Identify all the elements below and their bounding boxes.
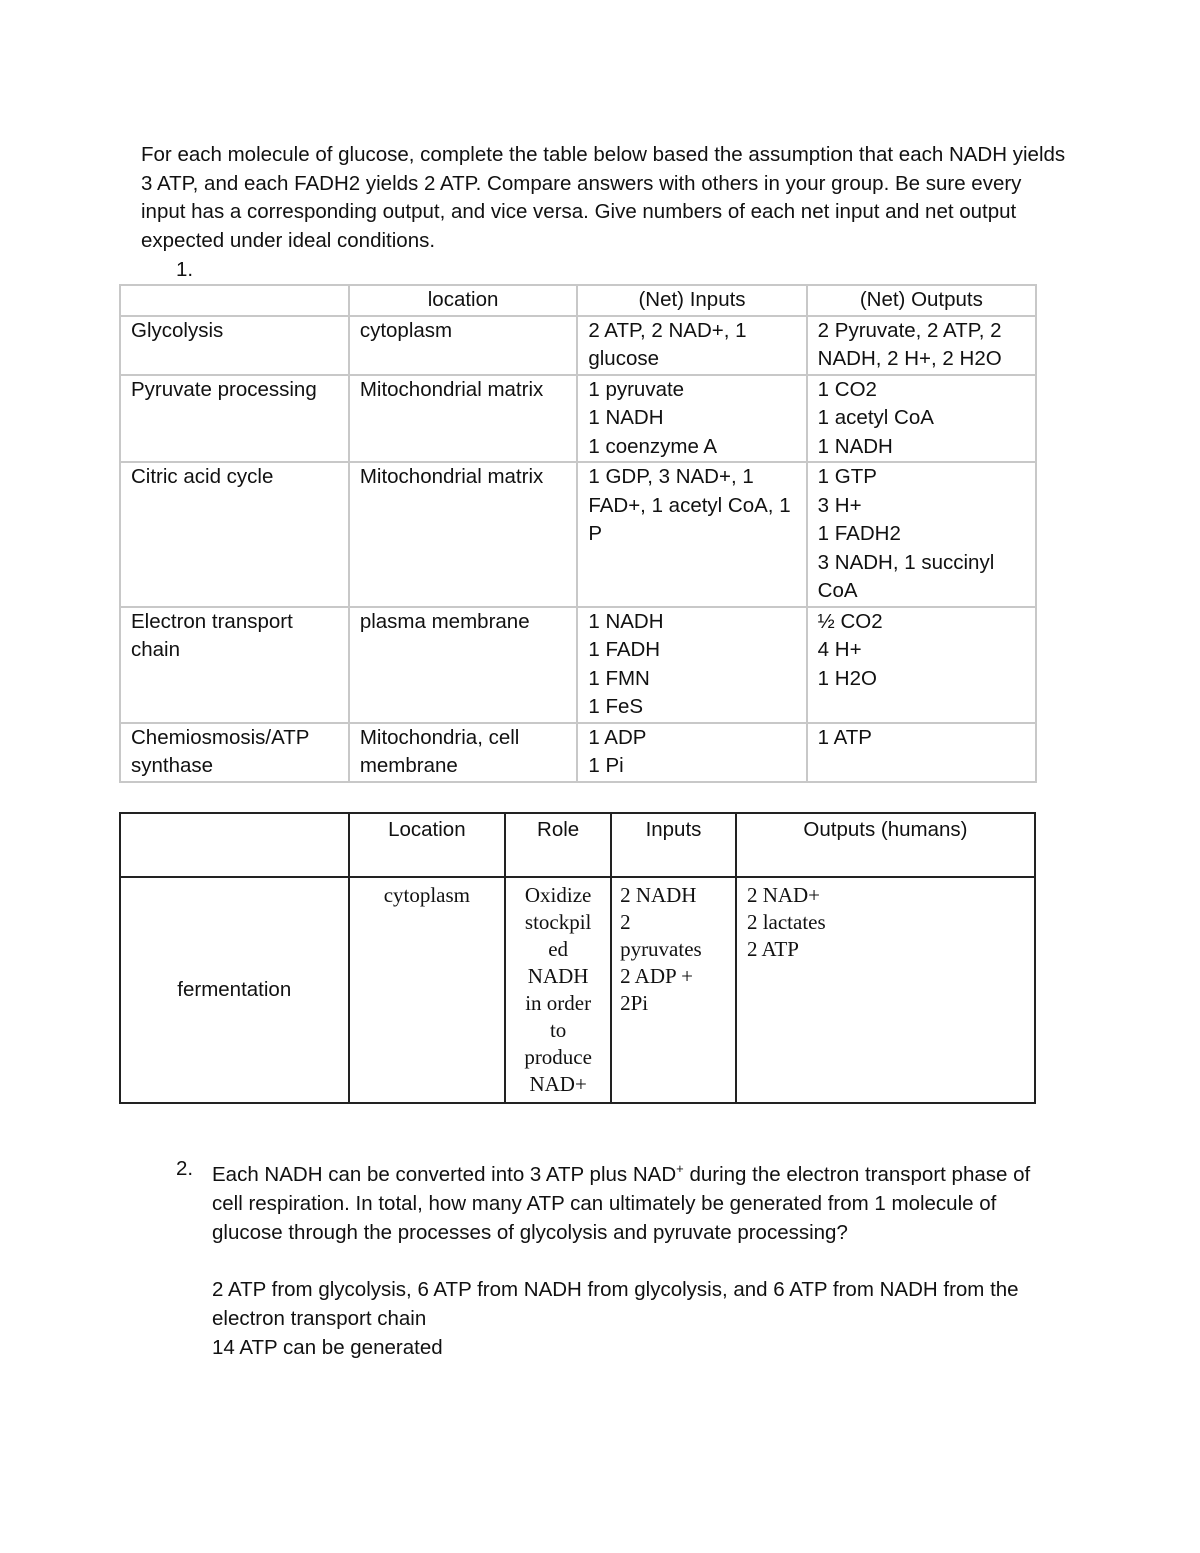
stage-cell: Citric acid cycle	[120, 462, 349, 607]
output-line: 1 CO2	[817, 377, 877, 401]
inputs-cell	[577, 316, 806, 375]
input-line: 1 Pi	[588, 754, 624, 777]
inputs-cell	[577, 462, 806, 607]
role-line: NADH	[527, 964, 589, 988]
role-line: in order	[525, 991, 592, 1015]
output-line: 1 FADH2	[817, 522, 901, 545]
stage-cell: Chemiosmosis/ATP synthase	[120, 723, 349, 782]
table-row	[120, 375, 1036, 463]
outputs-cell	[807, 723, 1036, 782]
header-location: Location	[349, 813, 506, 877]
input-line: 2 ATP, 2 NAD+, 1 glucose	[588, 318, 747, 370]
location-cell: cytoplasm	[349, 877, 506, 1103]
stage-cell: Electron transport chain	[120, 607, 349, 723]
location-cell: Mitochondrial matrix	[349, 462, 578, 607]
outputs-cell	[736, 877, 1035, 1103]
input-line: 1 NADH	[588, 609, 664, 633]
output-line: 1 H2O	[817, 666, 877, 690]
header-location: location	[349, 285, 578, 316]
inputs-cell	[577, 723, 806, 782]
outputs-cell	[807, 462, 1036, 607]
input-line: pyruvates	[620, 937, 702, 961]
input-line: 1 FeS	[588, 695, 644, 718]
input-line: 1 pyruvate	[588, 377, 685, 401]
role-line: to	[549, 1018, 567, 1042]
header-outputs: Outputs (humans)	[736, 813, 1035, 877]
question-2	[176, 1154, 1056, 1362]
inputs-cell	[577, 375, 806, 463]
input-line: 1 GDP, 3 NAD+, 1 FAD+, 1 acetyl CoA, 1 P	[588, 465, 791, 545]
fermentation-table-header	[120, 813, 1035, 877]
role-line: ed	[548, 937, 569, 961]
role-cell	[505, 877, 611, 1103]
inputs-cell	[577, 607, 806, 723]
output-line: 4 H+	[817, 638, 862, 661]
table-row	[120, 316, 1036, 375]
location-cell: plasma membrane	[349, 607, 578, 723]
table-row	[120, 723, 1036, 782]
stage-cell: Glycolysis	[120, 316, 349, 375]
respiration-table-header	[120, 285, 1036, 316]
table-row	[120, 877, 1035, 1103]
respiration-table	[119, 284, 1037, 783]
output-line: 2 NAD+	[746, 883, 821, 907]
output-line: 1 GTP	[817, 465, 877, 488]
role-line: NAD+	[529, 1072, 587, 1096]
input-line: 1 NADH	[588, 406, 664, 429]
output-line: 2 ATP	[746, 937, 799, 961]
prompt-text-start: Each NADH can be converted into 3 ATP plus NAD	[212, 1162, 677, 1186]
question-1-number: 1.	[176, 258, 194, 281]
output-line: 1 NADH	[817, 434, 893, 458]
header-outputs: (Net) Outputs	[807, 285, 1036, 316]
header-inputs: Inputs	[611, 813, 736, 877]
answer-line: 2 ATP from glycolysis, 6 ATP from NADH from glycolysis, and 6 ATP from NADH from the electron transport chain	[212, 1277, 1019, 1330]
output-line: 3 H+	[817, 493, 862, 517]
outputs-cell	[807, 607, 1036, 723]
output-line: ½ CO2	[817, 609, 883, 633]
output-line: 2 lactates	[746, 910, 826, 934]
stage-cell: Pyruvate processing	[120, 375, 349, 463]
fermentation-table	[119, 812, 1036, 1104]
header-cell	[120, 813, 349, 877]
inputs-cell	[611, 877, 736, 1103]
header-role: Role	[505, 813, 611, 877]
outputs-cell	[807, 316, 1036, 375]
location-cell: cytoplasm	[349, 316, 578, 375]
header-cell	[120, 285, 349, 316]
output-line: 1 ATP	[817, 725, 872, 749]
outputs-cell	[807, 375, 1036, 463]
input-line: 1 FADH	[588, 638, 661, 661]
input-line: 2Pi	[620, 991, 649, 1015]
process-cell: fermentation	[120, 877, 349, 1103]
header-inputs: (Net) Inputs	[577, 285, 806, 316]
input-line: 2 ADP +	[620, 964, 693, 988]
input-line: 2 NADH	[620, 883, 697, 907]
table-row	[120, 462, 1036, 607]
prompt-text-end: during the electron transport phase of cell respiration. In total, how many ATP can ultimately be generated from 1 molecule of glucose through the processes of glycolysis and pyruvate processing?	[212, 1162, 1031, 1244]
output-line: 2 Pyruvate, 2 ATP, 2 NADH, 2 H+, 2 H2O	[817, 318, 1002, 370]
spacer	[212, 1247, 1056, 1275]
superscript-plus: +	[676, 1161, 684, 1176]
input-line: 1 FMN	[588, 666, 650, 690]
input-line: 1 coenzyme A	[588, 434, 718, 458]
location-cell: Mitochondria, cell membrane	[349, 723, 578, 782]
input-line: 1 ADP	[588, 725, 647, 749]
intro-paragraph: For each molecule of glucose, complete the table below based the assumption that each NADH yields 3 ATP, and each FADH2 yields 2 ATP. Compare answers with others in your group. Be sure every input has a corresponding output, and vice versa. Give numbers of each net input and net output expected under ideal conditions.	[141, 143, 1066, 252]
question-2-prompt	[212, 1154, 1056, 1247]
input-line: 2	[620, 910, 631, 934]
answer-line: 14 ATP can be generated	[212, 1335, 443, 1359]
output-line: 1 acetyl CoA	[817, 406, 934, 429]
question-2-number: 2.	[176, 1157, 194, 1180]
role-line: Oxidize	[524, 883, 592, 907]
output-line: 3 NADH, 1 succinyl CoA	[817, 550, 995, 602]
table-row	[120, 607, 1036, 723]
role-line: stockpil	[524, 910, 592, 934]
location-cell: Mitochondrial matrix	[349, 375, 578, 463]
question-2-body	[212, 1154, 1056, 1362]
role-line: produce	[524, 1045, 592, 1069]
